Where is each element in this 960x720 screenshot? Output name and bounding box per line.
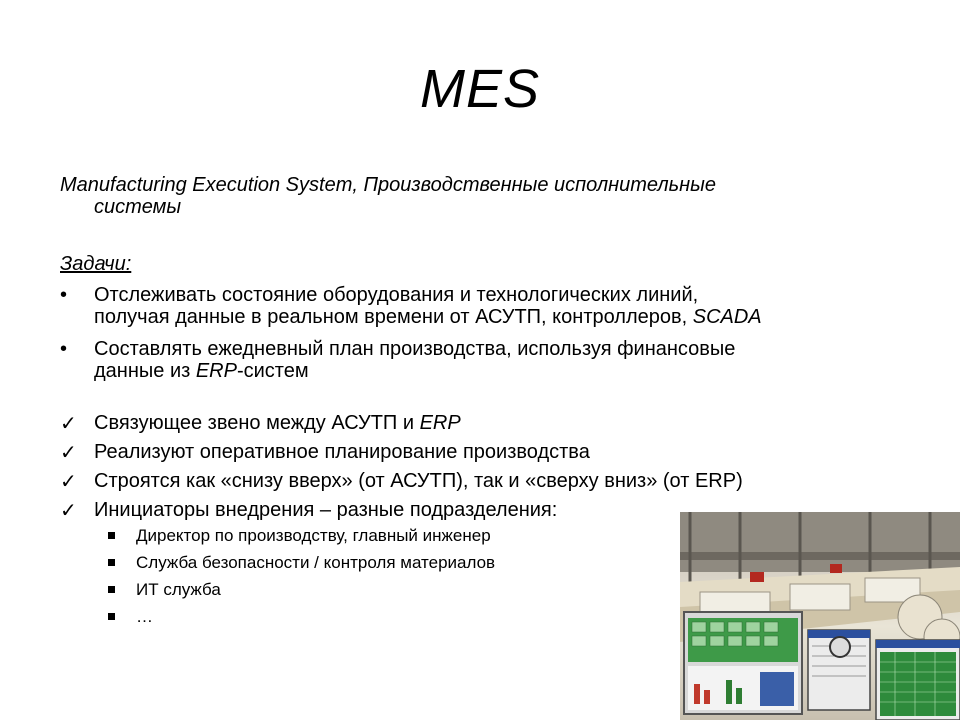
task-text: данные из: [94, 360, 196, 382]
factory-photo: [680, 512, 960, 720]
task-text-italic: SCADA: [692, 306, 762, 328]
checkmark-icon: ✓: [60, 442, 77, 464]
feature-text: Связующее звено между АСУТП и: [94, 412, 420, 434]
feature-list: [60, 412, 920, 528]
square-bullet-icon: [108, 586, 115, 593]
task-item: [60, 284, 920, 328]
task-text: Составлять ежедневный план производства, используя финансовые: [94, 338, 736, 360]
subtitle-line-2: системы: [94, 196, 182, 218]
feature-text-italic: ERP: [419, 412, 461, 434]
bullet-icon: •: [60, 284, 68, 306]
checkmark-icon: ✓: [60, 471, 77, 493]
feature-text: Реализуют оперативное планирование производства: [94, 441, 590, 463]
initiator-item: [104, 553, 495, 572]
task-list: [60, 284, 920, 392]
initiator-text: Директор по производству, главный инженер: [136, 526, 491, 545]
slide-title: MES: [419, 59, 541, 119]
initiator-text: Служба безопасности / контроля материалов: [136, 553, 496, 572]
bullet-icon: •: [60, 338, 68, 360]
subtitle: [60, 174, 860, 218]
task-text: -систем: [236, 360, 309, 382]
subtitle-line-1: Manufacturing Execution System, Производственные исполнительные: [60, 174, 716, 196]
task-text: получая данные в реальном времени от АСУТП, контроллеров,: [94, 306, 693, 328]
task-text: Отслеживать состояние оборудования и технологических линий,: [94, 284, 699, 306]
initiator-item: [104, 526, 495, 545]
feature-text: Инициаторы внедрения – разные подразделения:: [94, 499, 558, 521]
square-bullet-icon: [108, 532, 115, 539]
feature-item: [60, 470, 920, 492]
initiator-list: [104, 526, 495, 634]
checkmark-icon: ✓: [60, 413, 77, 435]
initiator-item: [104, 607, 495, 626]
task-item: [60, 338, 920, 382]
initiator-text: ИТ служба: [136, 580, 221, 599]
feature-item: [60, 441, 920, 463]
square-bullet-icon: [108, 559, 115, 566]
initiator-text: …: [136, 607, 153, 626]
factory-photo-illustration: [680, 512, 960, 720]
square-bullet-icon: [108, 613, 115, 620]
feature-item: [60, 412, 920, 434]
tasks-label: Задачи:: [60, 253, 132, 275]
task-text-italic: ERP: [195, 360, 237, 382]
initiator-item: [104, 580, 495, 599]
feature-text: Строятся как «снизу вверх» (от АСУТП), так и «сверху вниз» (от ERP): [94, 470, 743, 492]
checkmark-icon: ✓: [60, 500, 77, 522]
